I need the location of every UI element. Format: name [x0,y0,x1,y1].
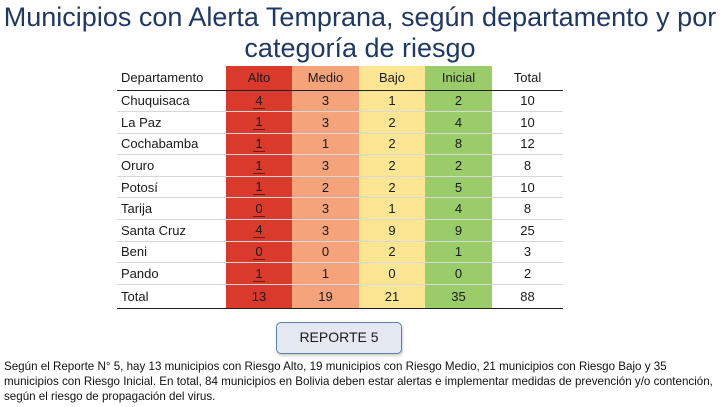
table-row [117,112,563,134]
risk-table-container [117,66,563,320]
cell-inicial: 2 [425,155,492,177]
cell-inicial: 8 [425,133,492,155]
cell-alto [226,133,292,155]
table-header-row [117,66,563,90]
cell-total: 8 [492,155,563,177]
cell-bajo: 2 [359,241,425,263]
risk-table [117,66,563,309]
cell-alto [226,90,292,112]
cell-medio: 0 [292,241,359,263]
table-row [117,241,563,263]
cell-total: 25 [492,220,563,242]
cell-departamento: Pando [117,263,226,285]
reporte-button[interactable]: REPORTE 5 [276,322,402,354]
cell-value: 4 [253,222,265,238]
table-row [117,155,563,177]
cell-value: 4 [253,93,265,109]
cell-alto [226,263,292,285]
cell-medio: 19 [292,284,359,308]
cell-value: 1 [253,136,265,152]
cell-alto: 13 [226,284,292,308]
cell-bajo: 2 [359,112,425,134]
header-inicial: Inicial [425,66,492,90]
cell-alto [226,241,292,263]
cell-departamento: Total [117,284,226,308]
cell-total: 10 [492,90,563,112]
table-row [117,220,563,242]
header-total: Total [492,66,563,90]
cell-inicial: 4 [425,198,492,220]
cell-medio: 3 [292,220,359,242]
cell-bajo: 9 [359,220,425,242]
table-row [117,90,563,112]
cell-medio: 1 [292,263,359,285]
cell-inicial: 5 [425,176,492,198]
cell-total: 2 [492,263,563,285]
cell-total: 3 [492,241,563,263]
cell-departamento: Santa Cruz [117,220,226,242]
cell-medio: 3 [292,90,359,112]
table-row [117,133,563,155]
cell-bajo: 2 [359,176,425,198]
cell-bajo: 2 [359,155,425,177]
cell-medio: 2 [292,176,359,198]
cell-departamento: La Paz [117,112,226,134]
cell-value: 0 [253,201,265,217]
cell-alto [226,112,292,134]
cell-value: 1 [253,179,265,195]
cell-alto [226,198,292,220]
cell-medio: 3 [292,155,359,177]
table-body [117,90,563,308]
cell-departamento: Beni [117,241,226,263]
cell-departamento: Chuquisaca [117,90,226,112]
cell-alto [226,220,292,242]
cell-bajo: 1 [359,198,425,220]
header-alto: Alto [226,66,292,90]
cell-inicial: 2 [425,90,492,112]
cell-inicial: 1 [425,241,492,263]
header-bajo: Bajo [359,66,425,90]
cell-total: 10 [492,176,563,198]
cell-inicial: 0 [425,263,492,285]
header-medio: Medio [292,66,359,90]
cell-bajo: 0 [359,263,425,285]
cell-departamento: Tarija [117,198,226,220]
cell-inicial: 9 [425,220,492,242]
table-row [117,176,563,198]
cell-bajo: 1 [359,90,425,112]
cell-medio: 3 [292,112,359,134]
cell-total: 10 [492,112,563,134]
table-row [117,263,563,285]
cell-departamento: Cochabamba [117,133,226,155]
page-title: Municipios con Alerta Temprana, según departamento y por categoría de riesgo [3,2,717,63]
cell-value: 1 [253,114,265,130]
cell-departamento: Oruro [117,155,226,177]
cell-alto [226,155,292,177]
header-departamento: Departamento [117,66,226,90]
cell-value: 1 [253,266,265,282]
table-row [117,198,563,220]
cell-total: 8 [492,198,563,220]
cell-inicial: 35 [425,284,492,308]
cell-bajo: 2 [359,133,425,155]
cell-medio: 3 [292,198,359,220]
cell-medio: 1 [292,133,359,155]
cell-alto [226,176,292,198]
cell-departamento: Potosí [117,176,226,198]
cell-total: 12 [492,133,563,155]
cell-inicial: 4 [425,112,492,134]
cell-value: 0 [253,244,265,260]
cell-total: 88 [492,284,563,308]
description-text: Según el Reporte N° 5, hay 13 municipios con Riesgo Alto, 19 municipios con Riesgo Medio, 21 municipios con Riesgo Bajo y 35 municipios con Riesgo Inicial. En total, 84 municipios en Bolivia deben estar alertas e implementar medidas de prevención y/o contención, según el riesgo de propagación del virus. [4,360,713,403]
table-total-row [117,284,563,308]
cell-value: 1 [253,158,265,174]
cell-bajo: 21 [359,284,425,308]
